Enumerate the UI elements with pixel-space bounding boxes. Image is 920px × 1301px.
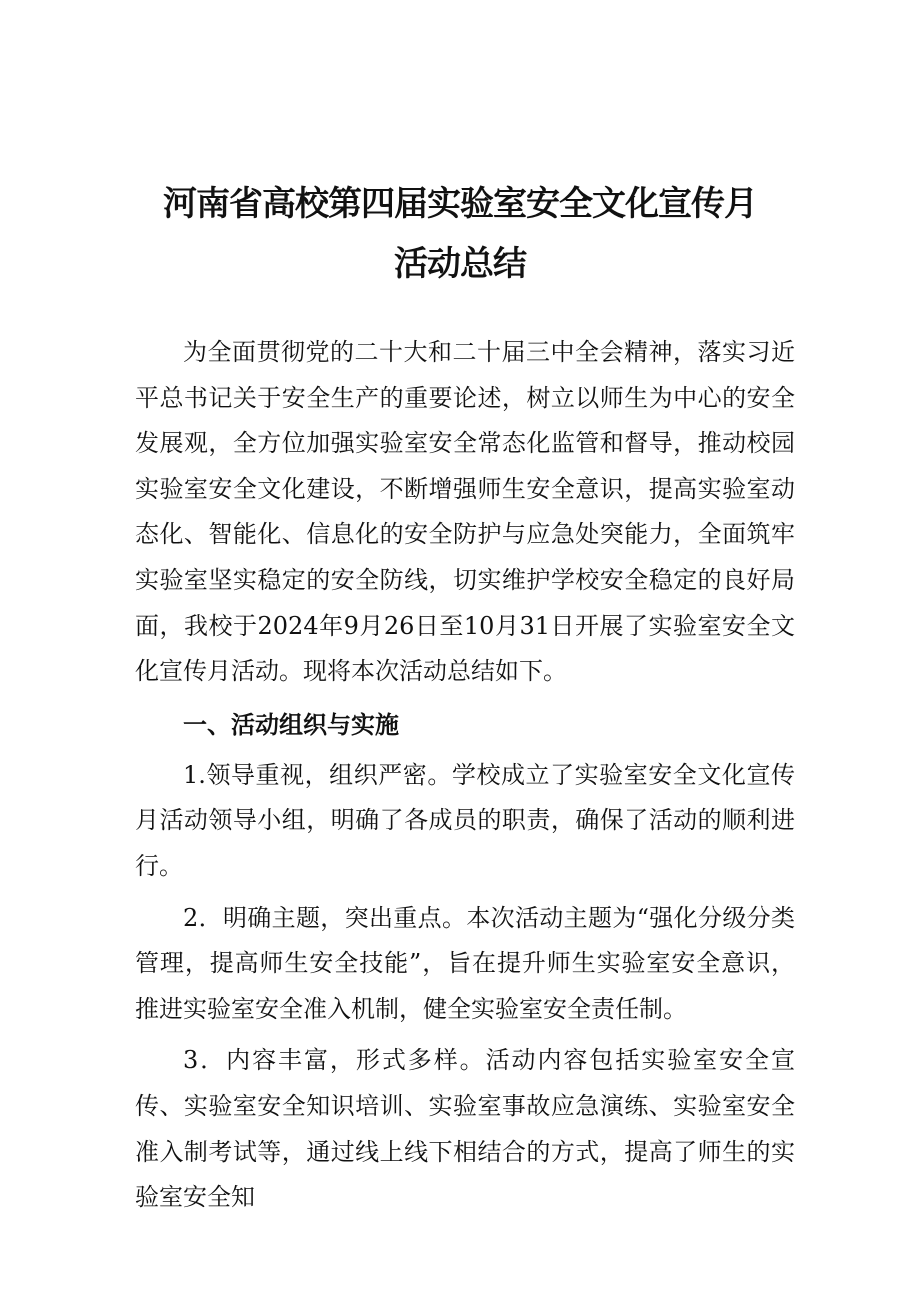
section-heading-activity-organization: 一、活动组织与实施	[183, 710, 399, 739]
list-item: 3．内容丰富，形式多样。活动内容包括实验室安全宣传、实验室安全知识培训、实验室事故应急演练、实验室安全准入制考试等，通过线上线下相结合的方式，提高了师生的实验室安全知	[135, 1046, 795, 1212]
list-item: 1.领导重视，组织严密。学校成立了实验室安全文化宣传月活动领导小组，明确了各成员的职责，确保了活动的顺利进行。	[135, 760, 795, 880]
intro-paragraph: 为全面贯彻党的二十大和二十届三中全会精神，落实习近平总书记关于安全生产的重要论述，树立以师生为中心的安全发展观，全方位加强实验室安全常态化监管和督导，推动校园实验室安全文化建设，不断增强师生安全意识，提高实验室动态化、智能化、信息化的安全防护与应急处突能力，全面筑牢实验室坚实稳定的安全防线，切实维护学校安全稳定的良好局面，我校于2024年9月26日至10月31日开展了实验室安全文化宣传月活动。现将本次活动总结如下。	[135, 338, 795, 686]
document-title-line-2: 活动总结	[394, 244, 526, 284]
document-title-line-1: 河南省高校第四届实验室安全文化宣传月	[163, 184, 757, 224]
document-body	[135, 330, 795, 1221]
list-item: 2．明确主题，突出重点。本次活动主题为“强化分级分类管理，提高师生安全技能”，旨在提升师生实验室安全意识，推进实验室安全准入机制，健全实验室安全责任制。	[135, 903, 795, 1023]
